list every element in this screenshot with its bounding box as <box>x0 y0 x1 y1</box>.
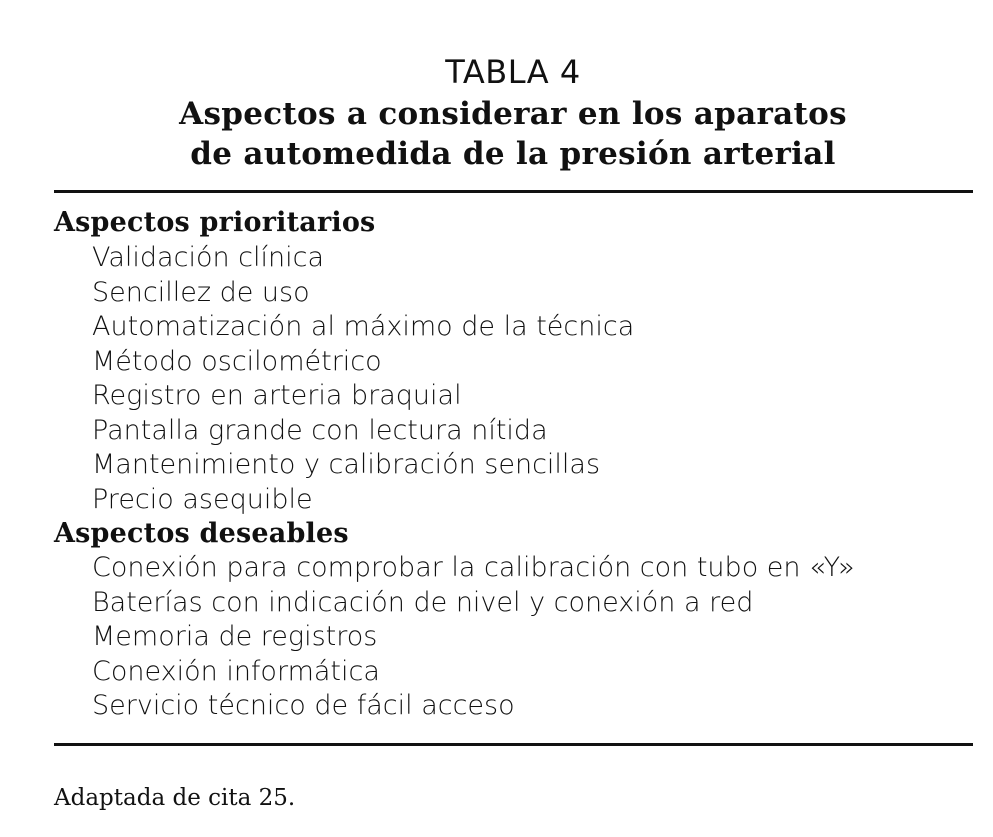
top-rule <box>54 190 973 193</box>
list-item: Método oscilométrico <box>92 345 382 377</box>
list-item: Precio asequible <box>92 483 313 515</box>
item-list-prioritarios <box>92 241 634 517</box>
table-title-line-2: de automedida de la presión arterial <box>190 136 836 172</box>
list-item: Mantenimiento y calibración sencillas <box>92 449 601 480</box>
list-item: Automatización al máximo de la técnica <box>92 311 635 342</box>
group-heading-deseables: Aspectos deseables <box>54 518 349 549</box>
item-list-deseables <box>92 551 855 724</box>
list-item: Conexión informática <box>92 655 380 687</box>
list-item: Validación clínica <box>92 242 325 273</box>
list-item: Sencillez de uso <box>92 276 310 308</box>
list-item: Memoria de registros <box>92 621 378 652</box>
group-heading-prioritarios: Aspectos prioritarios <box>54 207 376 238</box>
list-item: Servicio técnico de fácil acceso <box>92 690 515 721</box>
list-item: Conexión para comprobar la calibración con tubo en «Y» <box>92 552 855 583</box>
footnote: Adaptada de cita 25. <box>54 785 296 811</box>
bottom-rule <box>54 743 973 746</box>
list-item: Registro en arteria braquial <box>92 380 462 411</box>
list-item: Baterías con indicación de nivel y conexión a red <box>92 586 754 618</box>
list-item: Pantalla grande con lectura nítida <box>92 414 548 446</box>
table-title-line-1: Aspectos a considerar en los aparatos <box>179 96 847 132</box>
table-number: TABLA 4 <box>445 53 581 91</box>
